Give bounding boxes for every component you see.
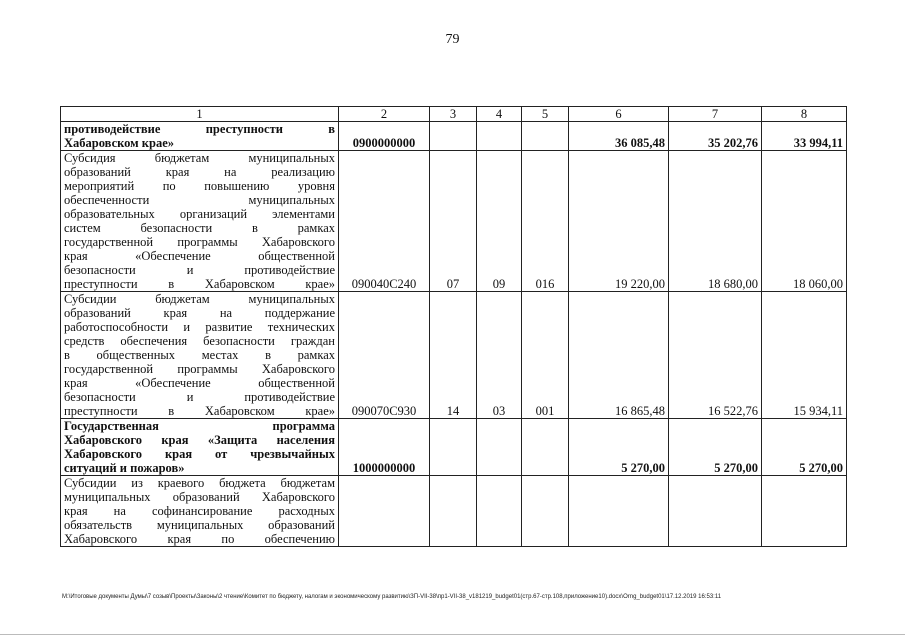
column-header: 8 — [762, 107, 847, 122]
description-line: средств обеспечения безопасности граждан — [64, 334, 335, 348]
description-line: работоспособности и развитие технических — [64, 320, 335, 334]
description-line: безопасности и противодействие — [64, 390, 335, 404]
column-header: 3 — [430, 107, 477, 122]
row-description — [61, 151, 339, 292]
description-line: ситуаций и пожаров» — [64, 461, 185, 475]
description-line: Хабаровского края по обеспечению — [64, 532, 335, 546]
target-code: 0900000000 — [339, 122, 430, 151]
description-line: Субсидии из краевого бюджета бюджетам — [64, 476, 335, 490]
description-line: муниципальных образований Хабаровского — [64, 490, 335, 504]
expense-type-code — [522, 476, 569, 547]
subsection-code — [477, 419, 522, 476]
amount-col8: 33 994,11 — [762, 122, 847, 151]
row-description — [61, 419, 339, 476]
column-header: 2 — [339, 107, 430, 122]
expense-type-code: 001 — [522, 292, 569, 419]
description-line: Хабаровского края «Защита населения — [64, 433, 335, 447]
description-line: систем безопасности в рамках — [64, 221, 335, 235]
amount-col6: 36 085,48 — [569, 122, 669, 151]
subsection-code: 09 — [477, 151, 522, 292]
subsection-code: 03 — [477, 292, 522, 419]
section-code — [430, 122, 477, 151]
page-bottom-divider — [0, 634, 905, 635]
amount-col8: 18 060,00 — [762, 151, 847, 292]
description-line: обеспеченности муниципальных — [64, 193, 335, 207]
description-line: края «Обеспечение общественной — [64, 376, 335, 390]
description-line: Государственная программа — [64, 419, 335, 433]
amount-col7: 16 522,76 — [669, 292, 762, 419]
amount-col6: 16 865,48 — [569, 292, 669, 419]
description-line: преступности в Хабаровском крае» — [64, 404, 335, 418]
amount-col7: 5 270,00 — [669, 419, 762, 476]
expense-type-code: 016 — [522, 151, 569, 292]
amount-col6: 5 270,00 — [569, 419, 669, 476]
amount-col8 — [762, 476, 847, 547]
target-code: 1000000000 — [339, 419, 430, 476]
subsection-code — [477, 476, 522, 547]
table-row — [61, 122, 847, 151]
column-header: 5 — [522, 107, 569, 122]
table-row — [61, 151, 847, 292]
budget-table — [60, 106, 847, 547]
column-header: 7 — [669, 107, 762, 122]
description-line: безопасности и противодействие — [64, 263, 335, 277]
section-code — [430, 419, 477, 476]
section-code: 14 — [430, 292, 477, 419]
section-code — [430, 476, 477, 547]
description-line: мероприятий по повышению уровня — [64, 179, 335, 193]
page-number: 79 — [445, 32, 460, 47]
description-line: образований края на реализацию — [64, 165, 335, 179]
row-description — [61, 476, 339, 547]
column-header: 6 — [569, 107, 669, 122]
amount-col7 — [669, 476, 762, 547]
description-line: края «Обеспечение общественной — [64, 249, 335, 263]
description-line: преступности в Хабаровском крае» — [64, 277, 335, 291]
description-line: обязательств муниципальных образований — [64, 518, 335, 532]
description-line: Субсидии бюджетам муниципальных — [64, 292, 335, 306]
subsection-code — [477, 122, 522, 151]
description-line: Хабаровском крае» — [64, 136, 175, 150]
expense-type-code — [522, 122, 569, 151]
description-line: государственной программы Хабаровского — [64, 235, 335, 249]
section-code: 07 — [430, 151, 477, 292]
table-row — [61, 476, 847, 547]
row-description — [61, 122, 339, 151]
amount-col7: 35 202,76 — [669, 122, 762, 151]
amount-col8: 15 934,11 — [762, 292, 847, 419]
description-line: государственной программы Хабаровского — [64, 362, 335, 376]
description-line: в общественных местах в рамках — [64, 348, 335, 362]
table-row — [61, 292, 847, 419]
column-header: 1 — [61, 107, 339, 122]
target-code: 090040С240 — [339, 151, 430, 292]
column-header: 4 — [477, 107, 522, 122]
table-body — [61, 107, 847, 547]
description-line: образований края на поддержание — [64, 306, 335, 320]
document-path-footer: M:\Итоговые документы Думы\7 созыв\Проекты\Законы\2 чтение\Комитет по бюджету, налогам и экономическому развитию\ЗП-VII-38\пр1-VII-38_v181219_budget01(стр.67-стр.108,приложение10).docx\Orng_budget01\17.12.2019 16:53:11 — [62, 594, 722, 600]
description-line: образовательных организаций элементами — [64, 207, 335, 221]
table-row — [61, 419, 847, 476]
description-line: Субсидия бюджетам муниципальных — [64, 151, 335, 165]
row-description — [61, 292, 339, 419]
amount-col7: 18 680,00 — [669, 151, 762, 292]
target-code — [339, 476, 430, 547]
description-line: края на софинансирование расходных — [64, 504, 335, 518]
description-line: противодействие преступности в — [64, 122, 335, 136]
table-header-row — [61, 107, 847, 122]
amount-col6: 19 220,00 — [569, 151, 669, 292]
amount-col8: 5 270,00 — [762, 419, 847, 476]
amount-col6 — [569, 476, 669, 547]
description-line: Хабаровского края от чрезвычайных — [64, 447, 335, 461]
target-code: 090070С930 — [339, 292, 430, 419]
expense-type-code — [522, 419, 569, 476]
